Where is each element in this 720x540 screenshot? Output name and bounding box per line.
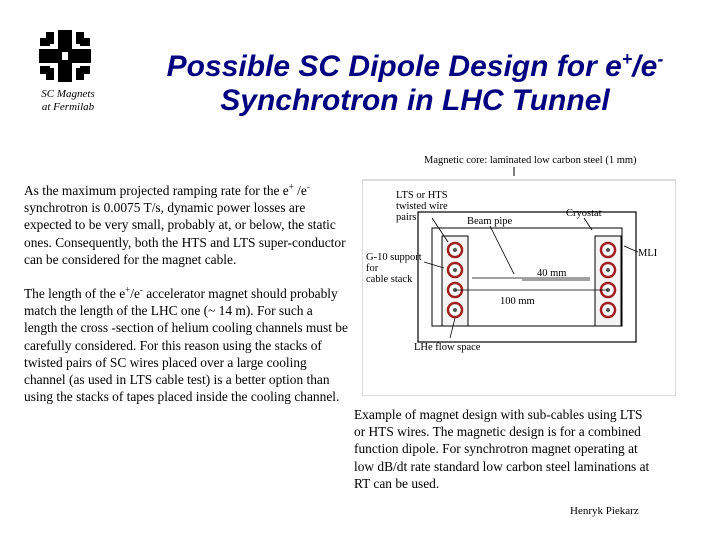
g10-label-1: G-10 support xyxy=(366,252,422,263)
wire-label-3: pairs xyxy=(396,212,417,223)
dim-100: 100 mm xyxy=(500,296,535,307)
slide-title xyxy=(140,50,690,118)
title-line1: Possible SC Dipole Design for e+/e- xyxy=(166,49,664,83)
figure-caption: Example of magnet design with sub-cables using LTS or HTS wires. The magnetic design is for a combined function dipole. For synchrotron magnet operating at low dB/dt rate standard low carbon steel laminations at RT can be used. xyxy=(354,407,650,491)
fermilab-logo-icon xyxy=(36,28,94,84)
core-label: Magnetic core: laminated low carbon steel (1 mm) xyxy=(424,155,637,166)
magnet-cross-section-diagram xyxy=(362,150,676,396)
wire-label-2: twisted wire xyxy=(396,201,448,212)
beam-pipe-label: Beam pipe xyxy=(467,216,513,227)
wire-label-1: LTS or HTS xyxy=(396,190,448,201)
g10-label-3: cable stack xyxy=(366,274,413,285)
author-name: Henryk Piekarz xyxy=(570,505,639,517)
g10-label-2: for xyxy=(366,263,379,274)
lhe-label: LHe flow space xyxy=(414,342,481,353)
cryostat-label: Cryostat xyxy=(566,208,602,219)
body-paragraph-2: The length of the e+/e- accelerator magnet should probably match the length of the LHC one (~ 14 m). For such a length the cross -section of helium cooling channels must be carefully considered. For this reason using the stacks of twisted pairs of SC wires placed over a large cooling channel (as used in LTS cable test) is a better option than using the stacks of tapes placed inside the cooling channel. xyxy=(24,284,348,405)
logo-caption-line1: SC Magnets xyxy=(41,88,95,100)
dim-40: 40 mm xyxy=(537,268,567,279)
mli-label: MLI xyxy=(638,248,658,259)
logo-caption-line2: at Fermilab xyxy=(41,101,95,113)
logo-caption xyxy=(28,88,108,114)
body-paragraph-1: As the maximum projected ramping rate for the e+ /e- synchrotron is 0.0075 T/s, dynamic power losses are expected to be very small, probably at, or below, the static ones. Consequently, both the HTS and LTS super-conductor can be considered for the magnet cable. xyxy=(24,181,346,267)
title-line2: Synchrotron in LHC Tunnel xyxy=(220,84,610,117)
